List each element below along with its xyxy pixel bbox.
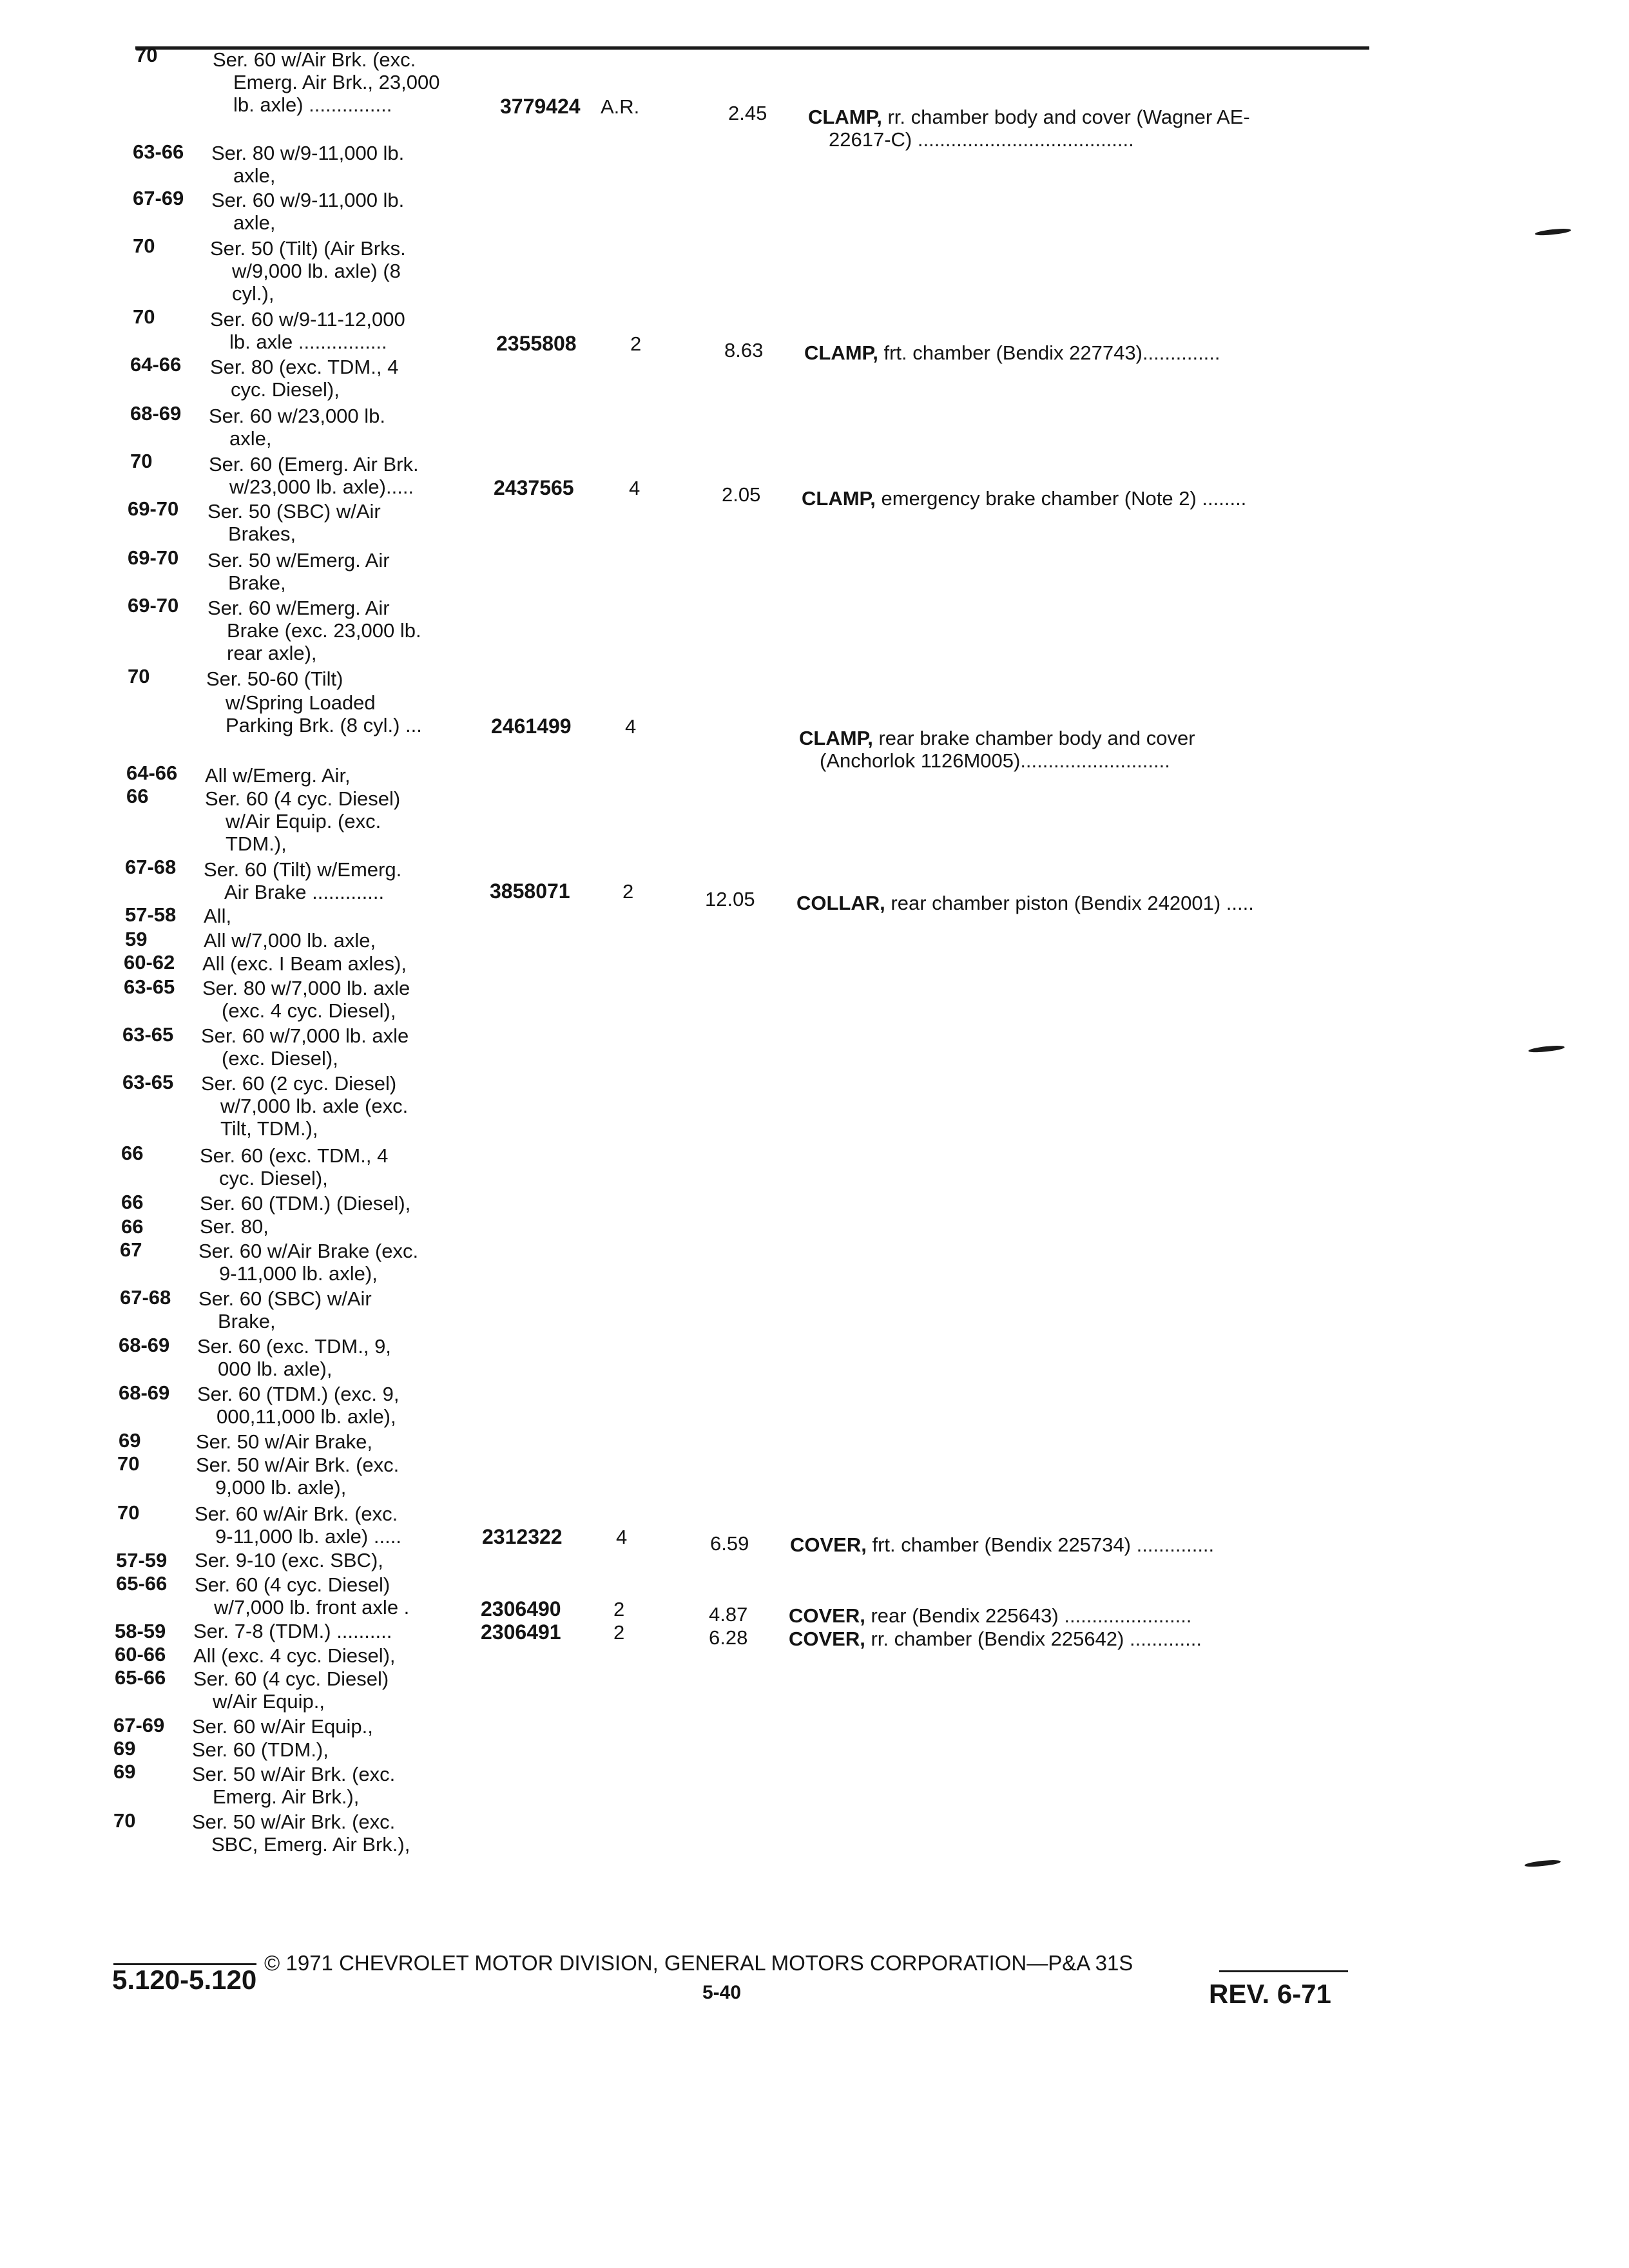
entry-line: Ser. 50 w/Air Brake, xyxy=(196,1430,372,1453)
entry-year: 69-70 xyxy=(128,497,179,520)
entry-year: 69-70 xyxy=(128,546,179,569)
entry-line: w/7,000 lb. front axle . xyxy=(214,1596,410,1619)
part-number: 2461499 xyxy=(491,715,572,738)
entry-year: 63-65 xyxy=(122,1071,174,1093)
entry-line: Tilt, TDM.), xyxy=(220,1117,318,1140)
entry-year: 63-66 xyxy=(133,140,184,163)
part-price: 12.05 xyxy=(705,888,755,910)
part-description: CLAMP, emergency brake chamber (Note 2) ........ xyxy=(802,487,1247,510)
entry-line: axle, xyxy=(233,164,276,187)
entry-year: 66 xyxy=(121,1215,144,1238)
part-quantity: 2 xyxy=(622,880,634,903)
part-number: 3858071 xyxy=(490,879,570,903)
entry-line: Brake, xyxy=(228,572,286,594)
entry-year: 67-68 xyxy=(125,856,177,878)
entry-line: Ser. 50 w/Air Brk. (exc. xyxy=(192,1811,396,1833)
part-description: COLLAR, rear chamber piston (Bendix 242001) ..... xyxy=(796,892,1254,914)
part-price: 4.87 xyxy=(709,1603,748,1626)
entry-line: Ser. 80 w/7,000 lb. axle xyxy=(202,977,410,999)
entry-line: Ser. 60 (TDM.) (exc. 9, xyxy=(197,1383,400,1405)
entry-line: Ser. 60 w/Emerg. Air xyxy=(207,597,390,619)
entry-line: Brake, xyxy=(218,1310,276,1332)
part-price: 2.05 xyxy=(722,483,761,506)
entry-year: 65-66 xyxy=(116,1572,168,1595)
entry-line: w/Air Equip. (exc. xyxy=(226,810,381,832)
footer-rule-right xyxy=(1219,1970,1348,1972)
entry-year: 66 xyxy=(121,1142,144,1164)
part-description: COVER, frt. chamber (Bendix 225734) .............. xyxy=(790,1533,1215,1556)
entry-line: Ser. 60 w/23,000 lb. xyxy=(209,405,386,427)
entry-line: Ser. 80 (exc. TDM., 4 xyxy=(210,356,399,378)
part-price: 6.59 xyxy=(710,1532,749,1555)
part-quantity: 4 xyxy=(616,1526,628,1548)
entry-line: All, xyxy=(204,905,232,927)
entry-line: Ser. 60 (4 cyc. Diesel) xyxy=(195,1573,390,1596)
entry-line: 9-11,000 lb. axle), xyxy=(219,1262,378,1285)
entry-line: Ser. 50 w/Air Brk. (exc. xyxy=(196,1454,400,1476)
entry-line: axle, xyxy=(233,211,276,234)
entry-line: Ser. 60 w/Air Brk. (exc. xyxy=(213,48,416,71)
entry-line: w/Spring Loaded xyxy=(226,691,376,714)
part-name: CLAMP, xyxy=(799,727,873,749)
part-name: COVER, xyxy=(790,1533,867,1556)
part-description-cont: (Anchorlok 1126M005)........................... xyxy=(820,749,1170,772)
entry-year: 67-68 xyxy=(120,1286,171,1309)
part-number: 2306491 xyxy=(481,1620,561,1644)
entry-line: Ser. 60 (4 cyc. Diesel) xyxy=(193,1667,389,1690)
entry-year: 69-70 xyxy=(128,594,179,617)
entry-year: 66 xyxy=(121,1191,144,1213)
entry-line: Ser. 60 (Tilt) w/Emerg. xyxy=(204,858,402,881)
entry-year: 70 xyxy=(133,305,155,328)
part-quantity: 2 xyxy=(613,1621,625,1644)
entry-year: 67-69 xyxy=(133,187,184,209)
entry-line: (exc. Diesel), xyxy=(222,1047,338,1070)
part-description: COVER, rr. chamber (Bendix 225642) ............. xyxy=(789,1628,1202,1650)
entry-year: 64-66 xyxy=(130,353,182,376)
entry-line: Ser. 60 (4 cyc. Diesel) xyxy=(205,787,401,810)
part-price: 2.45 xyxy=(728,102,767,124)
part-description: CLAMP, frt. chamber (Bendix 227743).............. xyxy=(804,341,1220,364)
entry-line: cyl.), xyxy=(232,282,275,305)
entry-line: All w/7,000 lb. axle, xyxy=(204,929,376,952)
entry-year: 70 xyxy=(117,1452,140,1475)
entry-year: 63-65 xyxy=(122,1023,174,1046)
entry-line: Ser. 60 (SBC) w/Air xyxy=(198,1287,372,1310)
entry-line: Ser. 7-8 (TDM.) .......... xyxy=(193,1620,392,1642)
entry-year: 63-65 xyxy=(124,975,175,998)
part-quantity: A.R. xyxy=(601,95,640,118)
part-number: 2355808 xyxy=(496,332,577,355)
entry-year: 68-69 xyxy=(119,1334,170,1356)
entry-line: Ser. 60 (exc. TDM., 9, xyxy=(197,1335,391,1358)
entry-line: Ser. 50 (SBC) w/Air xyxy=(207,500,381,523)
entry-line: w/9,000 lb. axle) (8 xyxy=(232,260,401,282)
part-number: 2306490 xyxy=(481,1597,561,1620)
copyright-line: © 1971 CHEVROLET MOTOR DIVISION, GENERAL MOTORS CORPORATION—P&A 31S xyxy=(264,1951,1133,1975)
entry-line: Brake (exc. 23,000 lb. xyxy=(227,619,421,642)
entry-year: 68-69 xyxy=(130,402,182,425)
entry-line: Ser. 50-60 (Tilt) xyxy=(206,668,343,690)
entry-line: Ser. 60 (TDM.), xyxy=(192,1738,329,1761)
entry-year: 67-69 xyxy=(113,1714,165,1736)
part-name: COVER, xyxy=(789,1628,865,1650)
entry-line: TDM.), xyxy=(226,832,287,855)
entry-line: cyc. Diesel), xyxy=(219,1167,328,1189)
part-name: CLAMP, xyxy=(804,341,878,364)
entry-year: 70 xyxy=(133,235,155,257)
entry-line: 9,000 lb. axle), xyxy=(215,1476,347,1499)
entry-year: 57-59 xyxy=(116,1549,168,1571)
part-quantity: 4 xyxy=(625,715,637,738)
part-quantity: 4 xyxy=(629,477,641,499)
entry-line: axle, xyxy=(229,427,272,450)
part-description: CLAMP, rear brake chamber body and cover xyxy=(799,727,1195,749)
part-description: COVER, rear (Bendix 225643) ....................... xyxy=(789,1604,1192,1627)
part-number: 3779424 xyxy=(500,95,581,118)
entry-year: 70 xyxy=(128,665,150,687)
entry-line: lb. axle) ............... xyxy=(233,93,392,116)
entry-line: All (exc. 4 cyc. Diesel), xyxy=(193,1644,396,1667)
entry-line: Ser. 50 w/Air Brk. (exc. xyxy=(192,1763,396,1785)
entry-line: Ser. 9-10 (exc. SBC), xyxy=(195,1549,383,1571)
entry-line: 000 lb. axle), xyxy=(218,1358,333,1380)
part-quantity: 2 xyxy=(630,332,642,355)
entry-line: Ser. 60 w/Air Equip., xyxy=(192,1715,373,1738)
entry-year: 64-66 xyxy=(126,762,178,784)
entry-line: 9-11,000 lb. axle) ..... xyxy=(215,1525,401,1548)
entry-line: 000,11,000 lb. axle), xyxy=(217,1405,396,1428)
entry-line: Ser. 60 (TDM.) (Diesel), xyxy=(200,1192,411,1215)
entry-year: 67 xyxy=(120,1238,142,1261)
entry-line: lb. axle ................ xyxy=(229,331,387,353)
entry-line: All (exc. I Beam axles), xyxy=(202,952,407,975)
margin-mark xyxy=(1535,227,1572,236)
entry-line: w/Air Equip., xyxy=(213,1690,325,1713)
entry-year: 69 xyxy=(119,1429,141,1452)
entry-line: Air Brake ............. xyxy=(224,881,385,903)
part-name: CLAMP, xyxy=(808,106,882,128)
revision-date: REV. 6-71 xyxy=(1209,1979,1331,2009)
entry-line: Ser. 80, xyxy=(200,1215,269,1238)
entry-year: 66 xyxy=(126,785,149,807)
margin-mark xyxy=(1525,1859,1561,1868)
margin-mark xyxy=(1528,1044,1565,1053)
entry-year: 58-59 xyxy=(115,1620,166,1642)
entry-line: Ser. 60 (2 cyc. Diesel) xyxy=(201,1072,397,1095)
part-price: 6.28 xyxy=(709,1626,748,1649)
entry-line: Ser. 60 w/7,000 lb. axle xyxy=(201,1024,409,1047)
entry-line: All w/Emerg. Air, xyxy=(205,764,351,787)
entry-year: 69 xyxy=(113,1760,136,1783)
entry-line: w/7,000 lb. axle (exc. xyxy=(220,1095,409,1117)
entry-year: 65-66 xyxy=(115,1666,166,1689)
entry-line: Ser. 60 (Emerg. Air Brk. xyxy=(209,453,419,476)
entry-year: 70 xyxy=(117,1501,140,1524)
part-quantity: 2 xyxy=(613,1598,625,1620)
part-name: CLAMP, xyxy=(802,487,876,510)
entry-year: 70 xyxy=(113,1809,136,1832)
entry-year: 69 xyxy=(113,1737,136,1760)
entry-line: Ser. 50 (Tilt) (Air Brks. xyxy=(210,237,406,260)
part-description-cont: 22617-C) ....................................... xyxy=(829,128,1134,151)
entry-line: Ser. 60 w/Air Brake (exc. xyxy=(198,1240,419,1262)
entry-line: Ser. 60 w/Air Brk. (exc. xyxy=(195,1503,398,1525)
page-number: 5-40 xyxy=(702,1982,742,2003)
part-description: CLAMP, rr. chamber body and cover (Wagner AE- xyxy=(808,106,1250,128)
entry-line: SBC, Emerg. Air Brk.), xyxy=(211,1833,410,1856)
entry-year: 70 xyxy=(130,450,153,472)
entry-line: Emerg. Air Brk., 23,000 xyxy=(233,71,440,93)
group-range: 5.120-5.120 xyxy=(112,1965,257,1995)
entry-line: cyc. Diesel), xyxy=(231,378,340,401)
entry-line: Ser. 80 w/9-11,000 lb. xyxy=(211,142,405,164)
part-name: COLLAR, xyxy=(796,892,885,914)
entry-year: 60-66 xyxy=(115,1643,166,1666)
entry-line: (exc. 4 cyc. Diesel), xyxy=(222,999,396,1022)
entry-line: Parking Brk. (8 cyl.) ... xyxy=(226,714,422,736)
entry-year: 68-69 xyxy=(119,1381,170,1404)
entry-line: Emerg. Air Brk.), xyxy=(213,1785,360,1808)
part-number: 2312322 xyxy=(482,1525,563,1548)
entry-line: Ser. 60 w/9-11-12,000 xyxy=(210,308,405,331)
entry-line: Ser. 60 (exc. TDM., 4 xyxy=(200,1144,389,1167)
entry-line: Ser. 50 w/Emerg. Air xyxy=(207,549,390,572)
entry-year: 57-58 xyxy=(125,903,177,926)
entry-line: w/23,000 lb. axle)..... xyxy=(229,476,414,498)
part-name: COVER, xyxy=(789,1604,865,1627)
entry-year: 60-62 xyxy=(124,951,175,974)
entry-line: rear axle), xyxy=(227,642,317,664)
entry-line: Brakes, xyxy=(228,523,296,545)
entry-line: Ser. 60 w/9-11,000 lb. xyxy=(211,189,405,211)
part-number: 2437565 xyxy=(494,476,574,499)
entry-year: 70 xyxy=(135,44,158,66)
entry-year: 59 xyxy=(125,928,148,950)
part-price: 8.63 xyxy=(724,339,764,361)
